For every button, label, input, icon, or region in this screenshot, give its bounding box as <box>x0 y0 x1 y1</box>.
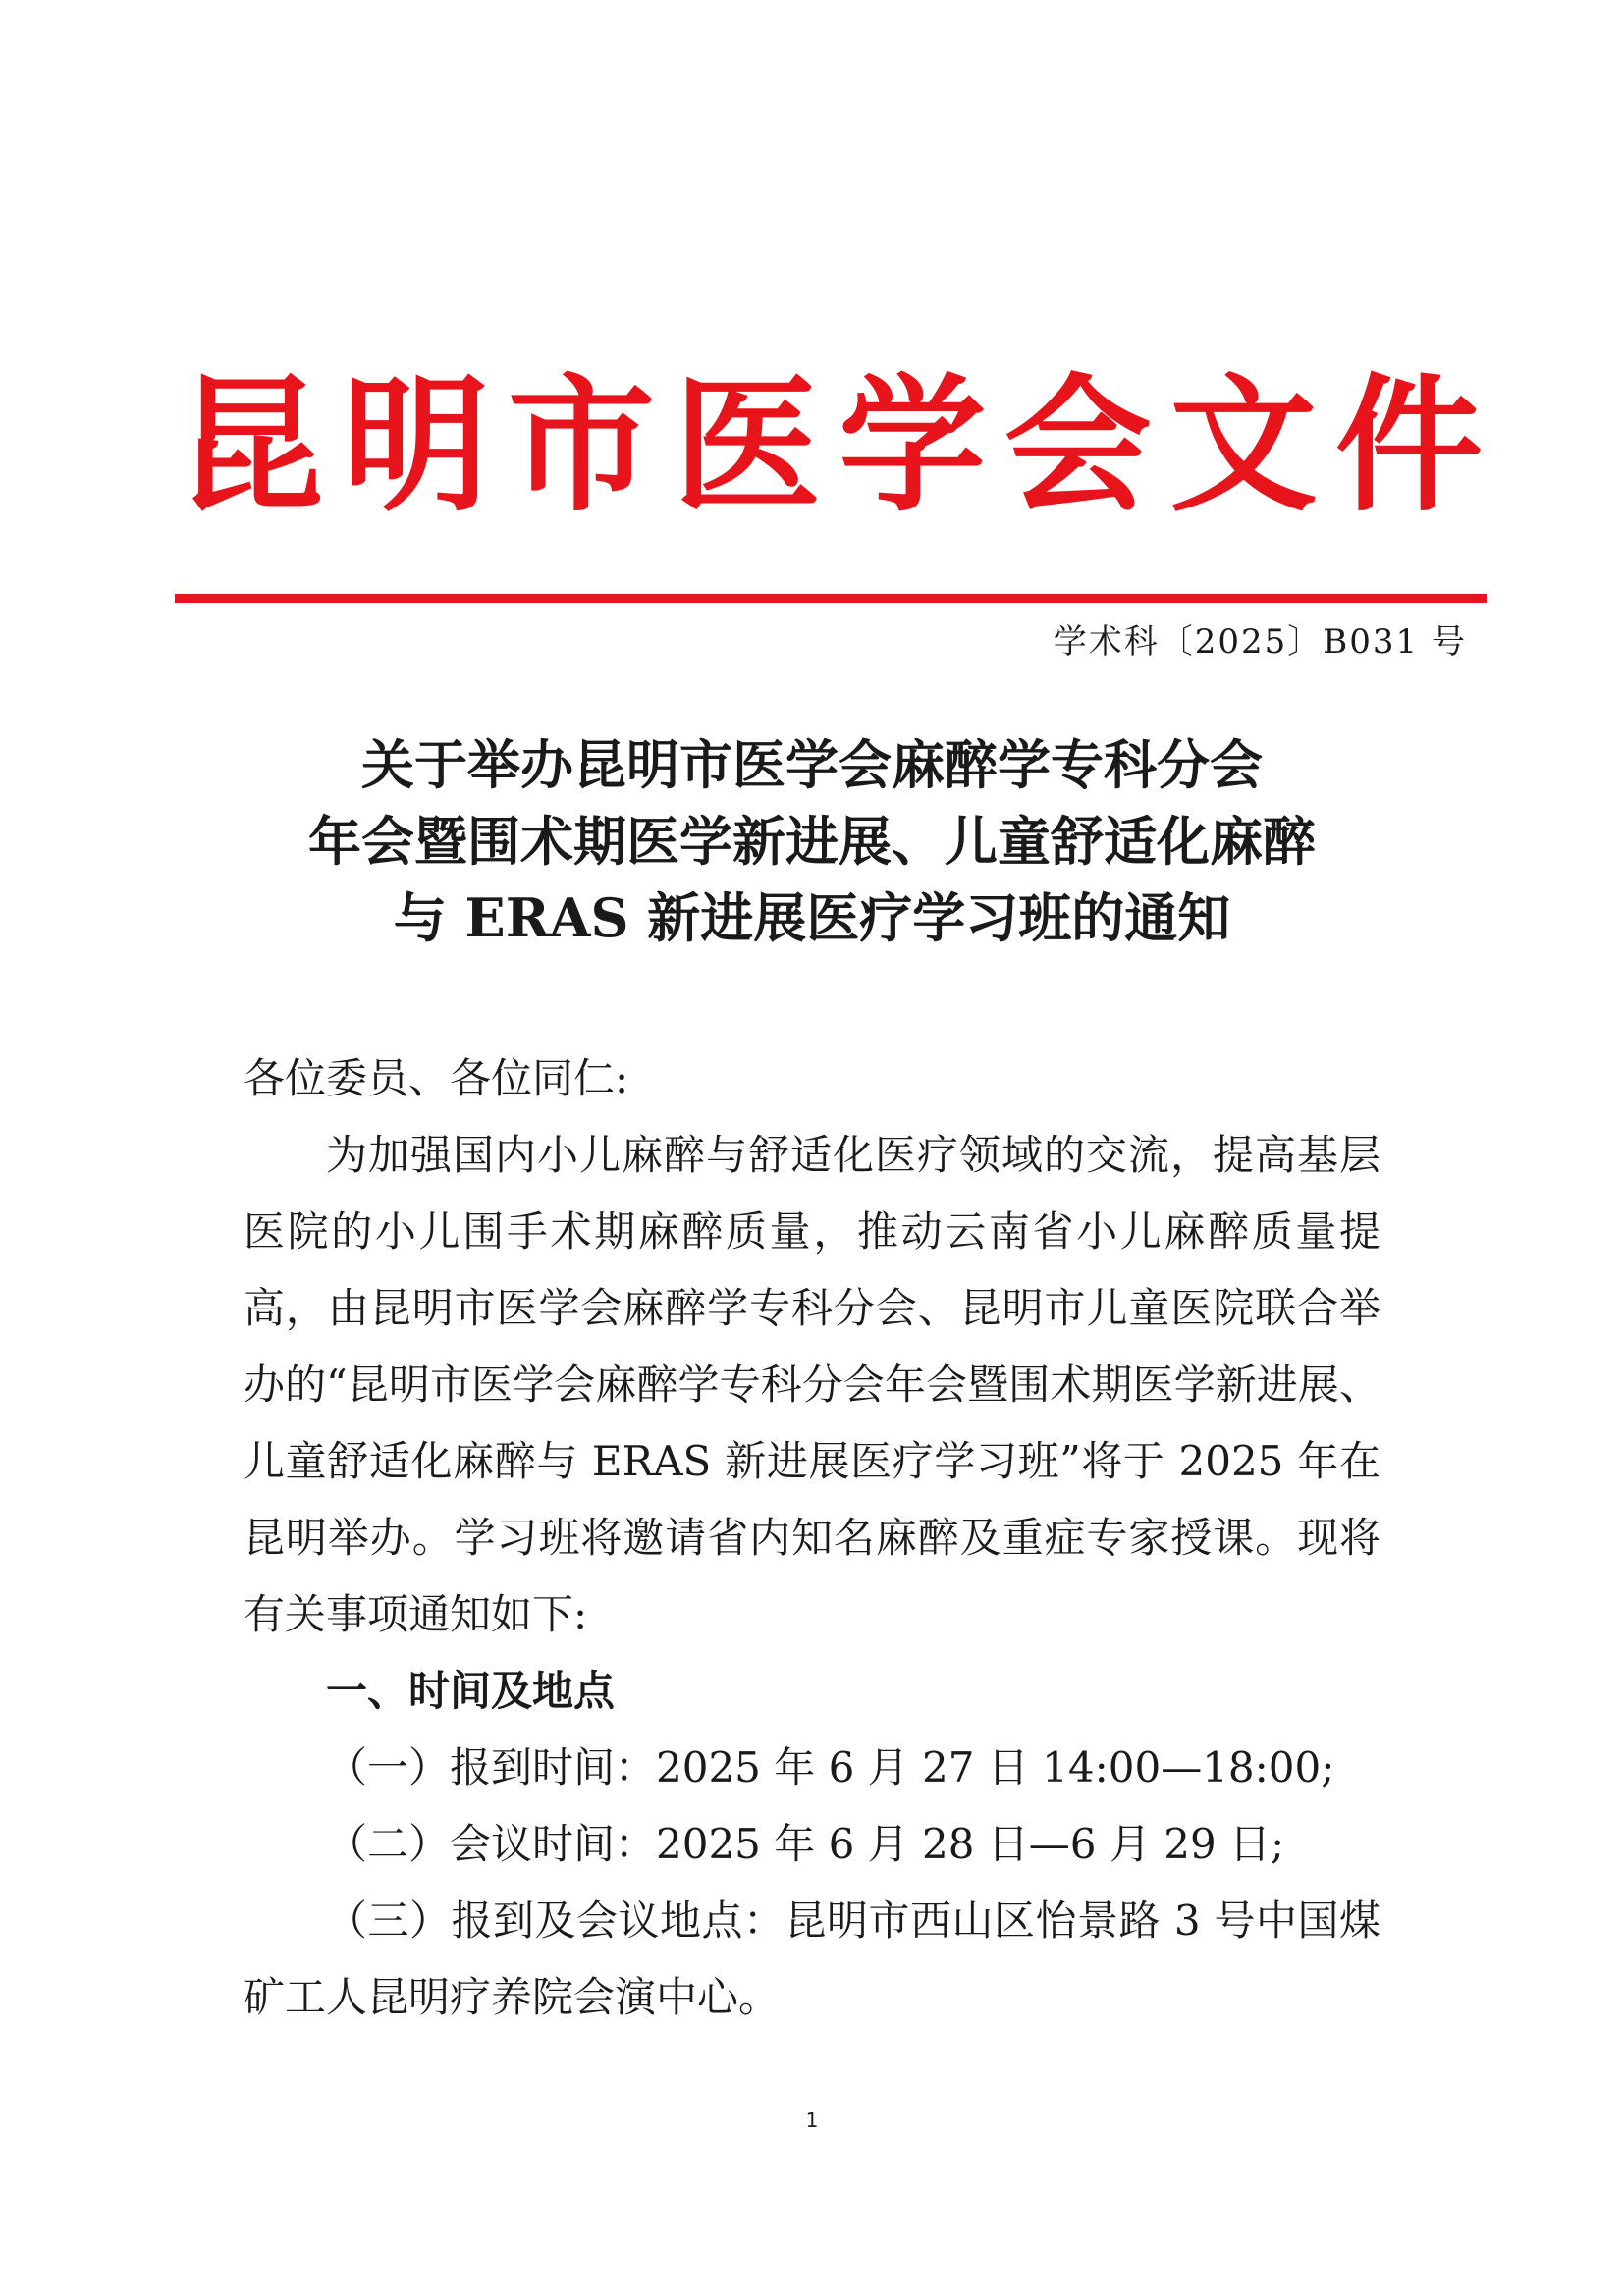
masthead-char: 明 <box>342 361 490 532</box>
masthead-char: 昆 <box>177 361 325 532</box>
notice-body <box>244 1041 1380 2036</box>
masthead-char: 文 <box>1169 361 1318 532</box>
masthead-char: 学 <box>839 361 987 532</box>
red-divider-line <box>175 594 1487 603</box>
page-number: 1 <box>805 2109 819 2132</box>
meeting-location: （三）报到及会议地点：昆明市西山区怡景路 3 号中国煤矿工人昆明疗养院会演中心。 <box>244 1896 1380 2021</box>
masthead-char: 件 <box>1334 361 1483 532</box>
title-line: 关于举办昆明市医学会麻醉学专科分会 <box>361 733 1263 796</box>
masthead-char: 医 <box>673 361 821 532</box>
masthead-title <box>177 353 1483 540</box>
masthead-char: 市 <box>508 361 656 532</box>
title-line: 年会暨围术期医学新进展、儿童舒适化麻醉 <box>308 810 1316 873</box>
salutation: 各位委员、各位同仁: <box>244 1054 629 1102</box>
masthead-char: 会 <box>1003 361 1152 532</box>
registration-time: （一）报到时间：2025 年 6 月 27 日 14:00—18:00; <box>326 1743 1335 1791</box>
section-heading: 一、时间及地点 <box>326 1667 616 1715</box>
title-line: 与 ERAS 新进展医疗学习班的通知 <box>393 886 1231 949</box>
intro-paragraph: 为加强国内小儿麻醉与舒适化医疗领域的交流，提高基层医院的小儿围手术期麻醉质量，推动云南省小儿麻醉质量提高，由昆明市医学会麻醉学专科分会、昆明市儿童医院联合举办的“昆明市医学会麻醉学专科分会年会暨围术期医学新进展、儿童舒适化麻醉与 ERAS 新进展医疗学习班”将于 2025 年在昆明举办。学习班将邀请省内知名麻醉及重症专家授课。现将有关事项通知如下: <box>244 1131 1380 1638</box>
notice-title <box>147 726 1477 956</box>
meeting-time: （二）会议时间：2025 年 6 月 28 日—6 月 29 日; <box>326 1820 1285 1868</box>
document-number: 学术科〔2025〕B031 号 <box>1053 622 1467 662</box>
